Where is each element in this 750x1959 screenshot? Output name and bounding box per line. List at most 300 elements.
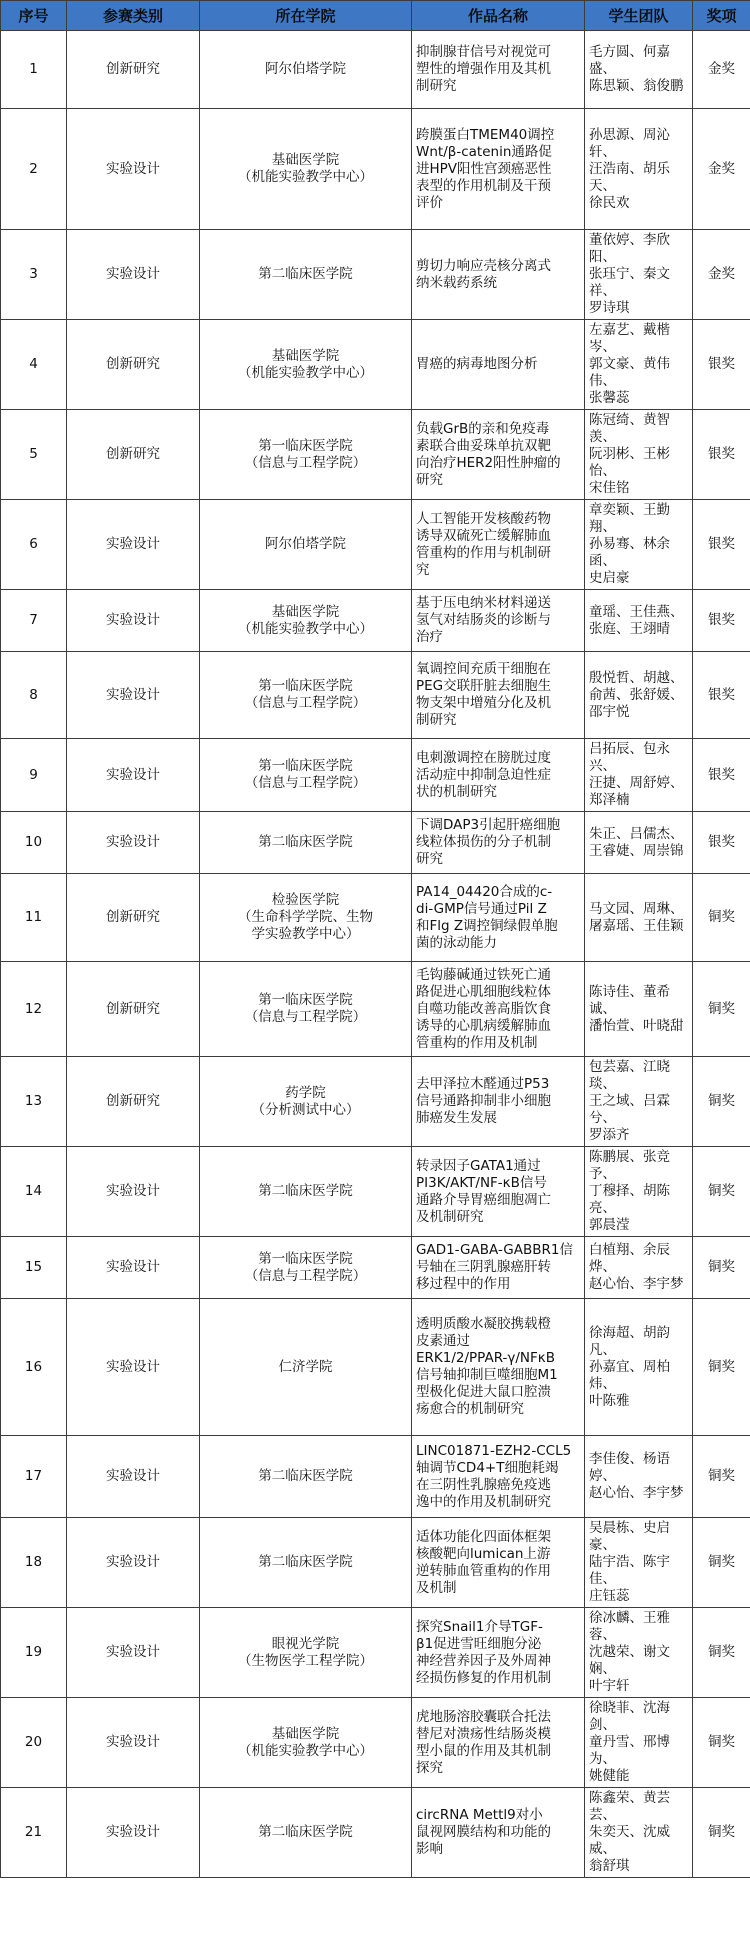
row-title — [412, 109, 585, 230]
row-team-line: 俞茜、张舒媛、 — [589, 686, 684, 703]
row-team-line: 罗添齐 — [589, 1127, 630, 1143]
row-team-line: 王睿婕、周崇锦 — [589, 842, 684, 859]
row-index: 17 — [1, 1436, 67, 1518]
row-team-line: 郑泽楠 — [589, 792, 630, 808]
table-row — [1, 1299, 750, 1436]
row-college-line: 第一临床医学院 — [258, 758, 353, 774]
row-title-line: 疡愈合的机制研究 — [416, 1401, 524, 1417]
row-title-line: 型小鼠的作用及其机制 — [416, 1742, 551, 1759]
row-team-line: 陈冠绮、黄智羡、 — [589, 412, 670, 445]
row-title-line: 管重构的作用与机制研 — [416, 544, 551, 561]
row-title-line: 负载GrB的亲和免疫毒 — [416, 420, 550, 437]
row-title-line: 状的机制研究 — [416, 783, 497, 800]
row-title — [412, 590, 585, 652]
row-team-line: 毛方圆、何嘉盛、 — [589, 44, 670, 77]
row-college-line: 第一临床医学院 — [258, 437, 353, 454]
row-title-line: 型极化促进大鼠口腔溃 — [416, 1384, 551, 1400]
row-title-line: 纳米载药系统 — [416, 274, 497, 291]
row-college — [200, 1299, 412, 1436]
row-index: 9 — [1, 739, 67, 812]
table-row — [1, 1788, 750, 1878]
row-category: 创新研究 — [67, 320, 200, 410]
row-award: 金奖 — [693, 31, 750, 109]
row-title — [412, 230, 585, 320]
row-college-line: 药学院 — [285, 1084, 326, 1101]
row-college-line: 检验医学院 — [271, 892, 340, 908]
row-college-line: 基础医学院 — [271, 347, 340, 364]
row-team-line: 徐民欢 — [589, 194, 630, 211]
row-team-line: 张馨蕊 — [589, 390, 630, 406]
row-title-line: 号轴在三阴乳腺癌肝转 — [416, 1259, 551, 1275]
row-index: 10 — [1, 812, 67, 874]
row-title-line: 表型的作用机制及干预 — [416, 177, 551, 194]
row-title-line: 评价 — [416, 194, 443, 211]
row-team — [585, 1237, 693, 1299]
row-title-line: 下调DAP3引起肝癌细胞 — [416, 817, 561, 833]
row-category: 实验设计 — [67, 1147, 200, 1237]
row-title-line: β1促进雪旺细胞分泌 — [416, 1635, 542, 1652]
row-award: 银奖 — [693, 320, 750, 410]
row-team-line: 宋佳铭 — [589, 480, 630, 496]
table-row — [1, 1436, 750, 1518]
row-college-line: 基础医学院 — [271, 1725, 340, 1742]
row-team — [585, 109, 693, 230]
row-college — [200, 31, 412, 109]
row-title-line: 适体功能化四面体框架 — [416, 1528, 551, 1545]
row-team-line: 白植翔、余辰烨、 — [589, 1242, 670, 1275]
row-title — [412, 1237, 585, 1299]
row-college-line: （机能实验教学中心） — [238, 364, 373, 381]
row-college-line: （机能实验教学中心） — [238, 1742, 373, 1759]
row-college — [200, 1436, 412, 1518]
row-college-line: 基础医学院 — [271, 603, 340, 620]
row-team-line: 包芸嘉、江晓琰、 — [589, 1059, 670, 1092]
row-college — [200, 500, 412, 590]
row-title-line: 透明质酸水凝胶携载橙 — [416, 1316, 551, 1332]
row-team-line: 李佳俊、杨语婷、 — [589, 1451, 670, 1484]
row-team-line: 赵心怡、李宇梦 — [589, 1485, 684, 1501]
row-index: 16 — [1, 1299, 67, 1436]
row-college-line: 基础医学院 — [271, 152, 340, 168]
table-row — [1, 109, 750, 230]
row-index: 18 — [1, 1518, 67, 1608]
row-title — [412, 1788, 585, 1878]
row-college — [200, 109, 412, 230]
table-body — [1, 31, 750, 1878]
row-category: 实验设计 — [67, 1518, 200, 1608]
row-team — [585, 1608, 693, 1698]
row-award: 银奖 — [693, 739, 750, 812]
row-team-line: 罗诗琪 — [589, 300, 630, 316]
row-title-line: 移过程中的作用 — [416, 1276, 511, 1292]
row-college — [200, 410, 412, 500]
row-category: 实验设计 — [67, 500, 200, 590]
row-category: 实验设计 — [67, 1237, 200, 1299]
row-team-line: 翁舒琪 — [589, 1858, 630, 1874]
row-title-line: PI3K/AKT/NF-κB信号 — [416, 1174, 547, 1191]
row-title-line: 核酸靶向lumican上游 — [416, 1545, 551, 1562]
row-team-line: 吕拓辰、包永兴、 — [589, 741, 670, 774]
row-college — [200, 1237, 412, 1299]
row-team-line: 童瑶、王佳燕、 — [589, 603, 684, 620]
row-category: 实验设计 — [67, 1299, 200, 1436]
row-title-line: 管重构的作用及机制 — [416, 1034, 538, 1051]
row-title — [412, 500, 585, 590]
row-title-line: ERK1/2/PPAR-γ/NFκB — [416, 1350, 556, 1366]
row-team — [585, 1147, 693, 1237]
row-team — [585, 739, 693, 812]
table-row — [1, 962, 750, 1057]
row-title — [412, 874, 585, 962]
row-team-line: 孙易骞、林余函、 — [589, 536, 670, 569]
row-team — [585, 962, 693, 1057]
row-award: 银奖 — [693, 500, 750, 590]
row-college-line: 第二临床医学院 — [258, 1468, 353, 1484]
row-title-line: 制研究 — [416, 712, 457, 728]
row-category: 实验设计 — [67, 109, 200, 230]
row-team — [585, 1788, 693, 1878]
row-award: 铜奖 — [693, 1436, 750, 1518]
row-title-line: 及机制研究 — [416, 1208, 484, 1225]
header-team: 学生团队 — [585, 1, 693, 31]
row-team — [585, 500, 693, 590]
row-award: 铜奖 — [693, 1057, 750, 1147]
header-row — [1, 1, 750, 31]
row-team-line: 马文园、周琳、 — [589, 900, 684, 917]
row-title-line: 电刺激调控在膀胱过度 — [416, 749, 551, 766]
row-title — [412, 1299, 585, 1436]
row-college-line: （机能实验教学中心） — [238, 169, 373, 185]
row-category: 创新研究 — [67, 410, 200, 500]
row-title-line: 肺癌发生发展 — [416, 1110, 497, 1126]
header-category: 参赛类别 — [67, 1, 200, 31]
row-title-line: 鼠视网膜结构和功能的 — [416, 1824, 551, 1840]
row-title-line: 逸中的作用及机制研究 — [416, 1493, 551, 1510]
row-award: 金奖 — [693, 230, 750, 320]
row-college-line: 第一临床医学院 — [258, 1250, 353, 1267]
row-title-line: 进HPV阳性宫颈癌恶性 — [416, 160, 552, 177]
row-index: 3 — [1, 230, 67, 320]
row-team-line: 郭晨滢 — [589, 1217, 630, 1233]
row-title-line: 皮素通过 — [416, 1333, 470, 1349]
row-college — [200, 739, 412, 812]
row-team-line: 姚健能 — [589, 1768, 630, 1784]
table-row — [1, 230, 750, 320]
table-row — [1, 31, 750, 109]
row-team-line: 陈思颖、翁俊鹏 — [589, 78, 684, 94]
table-row — [1, 410, 750, 500]
row-title-line: 究 — [416, 561, 430, 578]
row-college — [200, 874, 412, 962]
row-title-line: 探究 — [416, 1759, 443, 1776]
row-team-line: 孙思源、周沁轩、 — [589, 126, 670, 160]
row-title-line: 探究Snail1介导TGF- — [416, 1618, 543, 1635]
row-team-line: 史启豪 — [589, 570, 630, 586]
row-team — [585, 652, 693, 739]
row-award: 铜奖 — [693, 1698, 750, 1788]
row-title-line: 轴调节CD4+T细胞耗竭 — [416, 1459, 559, 1476]
row-team-line: 徐冰麟、王雅蓉、 — [589, 1610, 670, 1643]
row-college-line: （信息与工程学院） — [244, 775, 367, 791]
table-row — [1, 1057, 750, 1147]
row-college — [200, 812, 412, 874]
row-award: 铜奖 — [693, 1788, 750, 1878]
row-college-line: 第二临床医学院 — [258, 1824, 353, 1840]
row-title-line: 跨膜蛋白TMEM40调控 — [416, 126, 555, 143]
row-team-line: 汪捷、周舒婷、 — [589, 775, 684, 791]
row-title-line: GAD1-GABA-GABBR1信 — [416, 1242, 573, 1258]
row-title — [412, 1608, 585, 1698]
row-team — [585, 1436, 693, 1518]
row-college-line: 第二临床医学院 — [258, 1183, 353, 1199]
row-college-line: （生命科学学院、生物 — [238, 909, 373, 925]
row-title-line: 神经营养因子及外周神 — [416, 1652, 551, 1669]
row-college — [200, 1518, 412, 1608]
row-college-line: （信息与工程学院） — [244, 695, 367, 711]
row-college — [200, 652, 412, 739]
row-award: 银奖 — [693, 812, 750, 874]
row-title-line: 向治疗HER2阳性肿瘤的 — [416, 454, 561, 471]
row-team-line: 郭文豪、黄伟伟、 — [589, 356, 670, 389]
row-college-line: 学实验教学中心） — [251, 926, 360, 942]
row-title-line: 转录因子GATA1通过 — [416, 1157, 541, 1174]
row-college-line: 第二临床医学院 — [258, 834, 353, 850]
row-index: 7 — [1, 590, 67, 652]
row-title-line: 线粒体损伤的分子机制 — [416, 834, 551, 850]
row-index: 5 — [1, 410, 67, 500]
row-title-line: 诱导双硫死亡缓解肺血 — [416, 527, 551, 544]
row-category: 创新研究 — [67, 31, 200, 109]
row-category: 实验设计 — [67, 1608, 200, 1698]
row-team-line: 吴晨栋、史启豪、 — [589, 1520, 670, 1553]
table-row — [1, 320, 750, 410]
row-index: 4 — [1, 320, 67, 410]
table-row — [1, 874, 750, 962]
row-title-line: 通路介导胃癌细胞凋亡 — [416, 1191, 551, 1208]
row-title-line: di-GMP信号通过Pil Z — [416, 900, 547, 917]
row-title-line: 路促进心肌细胞线粒体 — [416, 983, 551, 1000]
row-award: 铜奖 — [693, 1608, 750, 1698]
row-college — [200, 230, 412, 320]
row-college — [200, 590, 412, 652]
row-index: 15 — [1, 1237, 67, 1299]
row-team-line: 张庭、王翊晴 — [589, 620, 670, 637]
row-title-line: 素联合曲妥珠单抗双靶 — [416, 437, 551, 454]
row-team — [585, 230, 693, 320]
row-title-line: Wnt/β-catenin通路促 — [416, 143, 552, 160]
header-college: 所在学院 — [200, 1, 412, 31]
table-row — [1, 500, 750, 590]
row-college-line: （信息与工程学院） — [244, 454, 367, 471]
row-team-line: 陈诗佳、董希诚、 — [589, 983, 670, 1017]
row-category: 实验设计 — [67, 1436, 200, 1518]
row-college-line: （信息与工程学院） — [244, 1009, 367, 1025]
row-team-line: 徐晓菲、沈海剑、 — [589, 1700, 670, 1733]
row-team-line: 屠嘉瑶、王佳颖 — [589, 917, 684, 934]
row-title-line: circRNA Mettl9对小 — [416, 1807, 543, 1823]
row-index: 2 — [1, 109, 67, 230]
row-title — [412, 31, 585, 109]
row-title-line: 基于压电纳米材料递送 — [416, 595, 551, 611]
row-title-line: 信号通路抑制非小细胞 — [416, 1093, 551, 1109]
row-title-line: 经损伤修复的作用机制 — [416, 1669, 551, 1686]
row-team-line: 孙嘉宜、周柏炜、 — [589, 1358, 670, 1392]
row-college-line: 第一临床医学院 — [258, 992, 353, 1008]
table-row — [1, 1698, 750, 1788]
row-title — [412, 1698, 585, 1788]
row-title-line: 虎地肠溶胶囊联合托法 — [416, 1708, 551, 1725]
row-award: 银奖 — [693, 410, 750, 500]
row-category: 创新研究 — [67, 874, 200, 962]
table-row — [1, 812, 750, 874]
row-college-line: 眼视光学院 — [271, 1635, 340, 1652]
row-title-line: 塑性的增强作用及其机 — [416, 61, 551, 77]
row-title-line: 诱导的心肌病缓解肺血 — [416, 1017, 551, 1034]
row-category: 实验设计 — [67, 230, 200, 320]
row-team — [585, 590, 693, 652]
row-college-line: （分析测试中心） — [251, 1101, 360, 1118]
row-team-line: 阮羽彬、王彬怡、 — [589, 446, 670, 479]
row-category: 实验设计 — [67, 739, 200, 812]
row-index: 12 — [1, 962, 67, 1057]
row-team-line: 陈鑫荣、黄芸芸、 — [589, 1790, 670, 1823]
row-category: 实验设计 — [67, 1698, 200, 1788]
row-team — [585, 1698, 693, 1788]
row-award: 铜奖 — [693, 874, 750, 962]
table-row — [1, 652, 750, 739]
row-title — [412, 739, 585, 812]
row-category: 创新研究 — [67, 962, 200, 1057]
row-title-line: 胃癌的病毒地图分析 — [416, 356, 538, 372]
row-index: 13 — [1, 1057, 67, 1147]
row-college-line: 第二临床医学院 — [258, 266, 353, 282]
row-title-line: 信号轴抑制巨噬细胞M1 — [416, 1367, 558, 1383]
row-college-line: （信息与工程学院） — [244, 1267, 367, 1284]
row-team-line: 叶宇轩 — [589, 1678, 630, 1694]
row-index: 14 — [1, 1147, 67, 1237]
row-college — [200, 320, 412, 410]
row-team — [585, 874, 693, 962]
row-title-line: 及机制 — [416, 1579, 457, 1596]
row-team — [585, 31, 693, 109]
row-team-line: 邵宇悦 — [589, 703, 630, 720]
row-title — [412, 410, 585, 500]
row-award: 铜奖 — [693, 1237, 750, 1299]
row-title-line: 活动症中抑制急迫性症 — [416, 766, 551, 783]
row-title — [412, 1436, 585, 1518]
row-index: 20 — [1, 1698, 67, 1788]
row-title — [412, 652, 585, 739]
row-college-line: （机能实验教学中心） — [238, 620, 373, 637]
row-title — [412, 812, 585, 874]
row-team-line: 章奕颖、王勤翔、 — [589, 502, 670, 535]
row-title-line: LINC01871-EZH2-CCL5 — [416, 1442, 572, 1459]
row-college — [200, 1788, 412, 1878]
row-college — [200, 1147, 412, 1237]
row-title-line: 抑制腺苷信号对视觉可 — [416, 44, 551, 60]
row-team-line: 徐海超、胡韵凡、 — [589, 1324, 670, 1358]
row-team-line: 丁穆择、胡陈亮、 — [589, 1183, 670, 1216]
header-index: 序号 — [1, 1, 67, 31]
table-row — [1, 1237, 750, 1299]
row-award: 铜奖 — [693, 962, 750, 1057]
row-index: 21 — [1, 1788, 67, 1878]
row-category: 实验设计 — [67, 652, 200, 739]
row-title-line: 自噬功能改善高脂饮食 — [416, 1000, 551, 1017]
row-college-line: 第一临床医学院 — [258, 678, 353, 694]
row-team-line: 汪浩南、胡乐天、 — [589, 160, 670, 194]
row-title-line: 毛钩藤碱通过铁死亡通 — [416, 966, 551, 983]
row-college — [200, 962, 412, 1057]
row-title-line: 剪切力响应壳核分离式 — [416, 257, 551, 274]
row-title — [412, 1518, 585, 1608]
row-title — [412, 962, 585, 1057]
row-category: 实验设计 — [67, 812, 200, 874]
row-team-line: 陆宇浩、陈宇佳、 — [589, 1554, 670, 1587]
row-team — [585, 812, 693, 874]
row-title-line: 逆转肺血管重构的作用 — [416, 1562, 551, 1579]
row-college-line: 阿尔伯塔学院 — [265, 536, 346, 552]
row-category: 实验设计 — [67, 590, 200, 652]
row-team-line: 陈鹏展、张竞予、 — [589, 1149, 670, 1182]
row-college — [200, 1057, 412, 1147]
table-row — [1, 1518, 750, 1608]
row-category: 创新研究 — [67, 1057, 200, 1147]
row-college-line: 第二临床医学院 — [258, 1554, 353, 1570]
row-team-line: 赵心怡、李宇梦 — [589, 1276, 684, 1292]
row-team-line: 潘怡萱、叶晓甜 — [589, 1017, 684, 1034]
row-title-line: 氧调控间充质干细胞在 — [416, 661, 551, 677]
row-college-line: 仁济学院 — [278, 1358, 333, 1375]
row-team — [585, 1518, 693, 1608]
table-row — [1, 590, 750, 652]
row-team-line: 童丹雪、邢博为、 — [589, 1734, 670, 1767]
row-award: 铜奖 — [693, 1147, 750, 1237]
row-title-line: PEG交联肝脏去细胞生 — [416, 678, 552, 694]
row-category: 实验设计 — [67, 1788, 200, 1878]
row-team-line: 左嘉艺、戴楷岑、 — [589, 322, 670, 355]
row-title-line: 影响 — [416, 1841, 443, 1857]
row-title-line: 制研究 — [416, 78, 457, 94]
row-index: 6 — [1, 500, 67, 590]
row-title-line: 替尼对溃疡性结肠炎模 — [416, 1725, 551, 1742]
row-index: 11 — [1, 874, 67, 962]
row-team-line: 叶陈雅 — [589, 1392, 630, 1409]
table-row — [1, 1147, 750, 1237]
row-award: 银奖 — [693, 652, 750, 739]
row-title-line: 人工智能开发核酸药物 — [416, 510, 551, 527]
row-award: 铜奖 — [693, 1518, 750, 1608]
row-team-line: 朱正、吕儒杰、 — [589, 825, 684, 842]
row-title — [412, 1057, 585, 1147]
row-team-line: 朱奕天、沈威威、 — [589, 1824, 670, 1857]
row-award: 银奖 — [693, 590, 750, 652]
row-college — [200, 1698, 412, 1788]
table-row — [1, 1608, 750, 1698]
row-team — [585, 1299, 693, 1436]
header-title: 作品名称 — [412, 1, 585, 31]
row-title-line: 研究 — [416, 471, 443, 488]
row-award: 铜奖 — [693, 1299, 750, 1436]
row-team — [585, 1057, 693, 1147]
row-college-line: （生物医学工程学院） — [238, 1652, 373, 1669]
row-team-line: 王之域、吕霖兮、 — [589, 1093, 670, 1126]
header-award: 奖项 — [693, 1, 750, 31]
row-title-line: 菌的泳动能力 — [416, 934, 497, 951]
row-team-line: 庄钰蕊 — [589, 1588, 630, 1604]
table-row — [1, 739, 750, 812]
row-title-line: 物支架中增殖分化及机 — [416, 695, 551, 711]
